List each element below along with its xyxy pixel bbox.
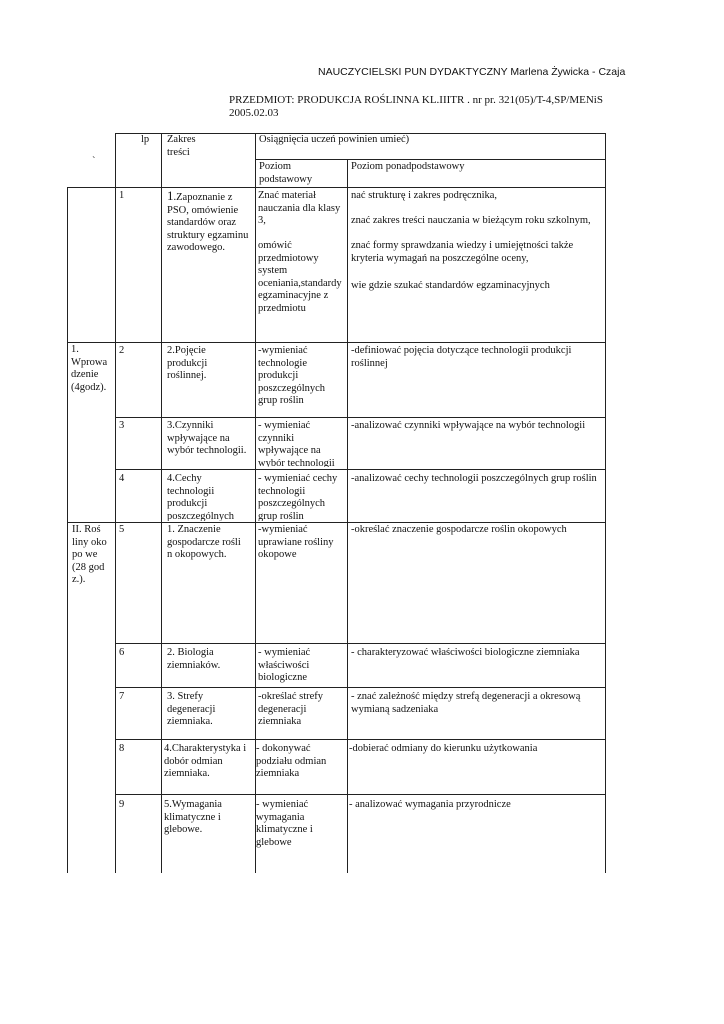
basic-outcome: - wymieniać właściwości biologiczne [258,647,311,683]
table-rule [115,417,605,418]
advanced-outcome: - znać zależność między strefą degeneracji a okresową wymianą sadzeniaka [351,691,581,715]
table-rule [67,522,605,523]
basic-outcome: -określać strefy degeneracji ziemniaka [258,691,324,727]
advanced-outcome: -określać znaczenie gospodarcze roślin okopowych [351,524,567,535]
table-rule [115,739,605,740]
topic-cell: 3. Strefy degeneracji ziemniaka. [167,691,216,727]
topic-text: .Zapoznanie z PSO, omówienie standardów oraz struktury egzaminu zawodowego. [167,192,249,253]
advanced-outcome: -dobierać odmiany do kierunku użytkowania [349,743,538,754]
subject-line: PRZEDMIOT: PRODUKCJA ROŚLINNA KL.IIITR . nr pr. 321(05)/T-4,SP/MENiS [229,94,603,106]
column-header-outcomes: Osiągnięcia uczeń powinien umieć) [259,134,410,145]
advanced-outcome: znać formy sprawdzania wiedzy i umiejętności także kryteria wymagań na poszczególne oceny, [351,240,574,264]
table-rule [67,342,605,343]
basic-outcome: - dokonywać podziału odmian ziemniaka [256,743,327,779]
advanced-outcome: -definiować pojęcia dotyczące technologii produkcji roślinnej [351,345,572,369]
column-header-topics: Zakres treści [167,134,196,158]
table-rule [115,643,605,644]
basic-outcome: Znać materiał nauczania dla klasy 3, [258,190,341,226]
table-rule [115,687,605,688]
row-number: 2 [119,345,125,356]
basic-outcome: -wymieniać technologie produkcji poszczególnych grup roślin [258,345,326,406]
date-line: 2005.02.03 [229,107,279,119]
section-label: 1. Wprowa dzenie (4godz). [71,344,108,393]
advanced-outcome: -analizować cechy technologii poszczególnych grup roślin [351,473,597,484]
topic-cell: 3.Czynniki wpływające na wybór technologii. [167,420,247,456]
column-header-basic-level: Poziom podstawowy [259,161,313,185]
advanced-outcome: -analizować czynniki wpływające na wybór technologii [351,420,586,431]
topic-cell: 1. Znaczenie gospodarcze rośli n okopowych. [167,524,241,560]
column-header-lp: lp [141,134,150,145]
topic-cell: 5.Wymagania klimatyczne i glebowe. [164,799,222,835]
row-number: 6 [119,647,125,658]
advanced-outcome: wie gdzie szukać standardów egzaminacyjnych [351,280,550,291]
row-number: 5 [119,524,125,535]
table-rule [67,187,605,188]
table-rule [67,187,68,873]
advanced-outcome: - charakteryzować właściwości biologiczne ziemniaka [351,647,580,658]
table-rule [161,133,162,873]
header-mark: ` [92,156,96,167]
basic-outcome: - wymieniać wymagania klimatyczne i glebowe [256,799,313,848]
basic-outcome: -wymieniać uprawiane rośliny okopowe [258,524,334,560]
row-number: 8 [119,743,125,754]
section-label: II. Roś liny oko po we (28 god z.). [72,524,107,585]
table-rule [115,794,605,795]
topic-cell: 4.Cechy technologii produkcji poszczególnych [167,473,235,521]
topic-cell: 2.Pojęcie produkcji roślinnej. [167,345,208,381]
advanced-outcome: nać strukturę i zakres podręcznika, [351,190,498,201]
advanced-outcome: - analizować wymagania przyrodnicze [349,799,511,810]
basic-outcome: - wymieniać cechy technologii poszczególnych grup roślin [258,473,338,521]
basic-outcome: omówić przedmiotowy system oceniania,standardy egzaminacyjne z przedmiotu [258,240,342,314]
topic-cell [167,190,253,260]
row-number: 7 [119,691,125,702]
topic-number: 1 [167,190,174,203]
header-author-line: NAUCZYCIELSKI PUN DYDAKTYCZNY Marlena Żywicka - Czaja [318,66,626,78]
table-rule [605,133,606,873]
row-number: 9 [119,799,125,810]
table-rule [115,133,116,873]
topic-cell: 4.Charakterystyka i dobór odmian ziemniaka. [164,743,247,779]
table-rule [115,469,605,470]
row-number: 3 [119,420,125,431]
row-number: 4 [119,473,125,484]
table-rule [347,159,348,873]
column-header-advanced-level: Poziom ponadpodstawowy [351,161,465,172]
topic-cell: 2. Biologia ziemniaków. [167,647,221,671]
basic-outcome: - wymieniać czynniki wpływające na wybór technologii [258,420,335,467]
table-rule [255,159,605,160]
row-number: 1 [119,190,125,201]
advanced-outcome: znać zakres treści nauczania w bieżącym roku szkolnym, [351,215,591,226]
